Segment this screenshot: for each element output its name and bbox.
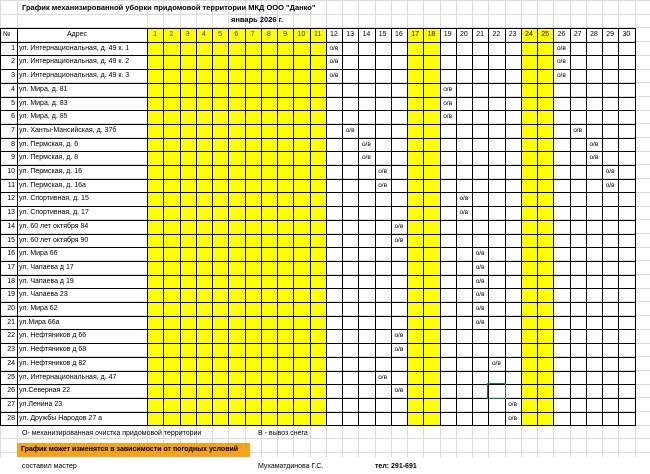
table-border: [586, 28, 587, 426]
table-border: [245, 28, 246, 426]
row-number: 22: [7, 332, 15, 340]
cleaning-mark[interactable]: о/в: [589, 154, 599, 162]
day-header[interactable]: 18: [427, 31, 436, 38]
day-header[interactable]: 26: [557, 31, 566, 38]
day-header[interactable]: 10: [297, 31, 306, 38]
table-border: [0, 234, 635, 235]
table-border: [423, 28, 424, 426]
table-border: [0, 343, 635, 344]
table-border: [521, 28, 522, 426]
table-border: [0, 316, 635, 317]
day-header[interactable]: 6: [234, 31, 239, 38]
row-number: 17: [7, 263, 15, 271]
weekend-column: [245, 28, 261, 425]
weekend-column: [261, 28, 277, 425]
day-header[interactable]: 15: [378, 31, 387, 38]
cleaning-mark[interactable]: о/в: [556, 58, 566, 66]
row-address[interactable]: ул. Дружбы Народов 27 а: [19, 414, 103, 422]
row-number: 2: [11, 58, 15, 66]
row-number: 23: [7, 346, 15, 354]
row-address[interactable]: ул. Чапаева 23: [19, 291, 68, 299]
table-border: [472, 28, 473, 426]
day-header[interactable]: 30: [622, 31, 631, 38]
cleaning-mark[interactable]: о/в: [589, 140, 599, 148]
day-header[interactable]: 28: [589, 31, 598, 38]
row-address[interactable]: ул. Пермская, д. 16а: [19, 181, 86, 189]
row-address[interactable]: ул. Мира, д. 85: [19, 113, 68, 121]
table-border: [570, 28, 571, 426]
table-border: [537, 28, 538, 426]
row-number: 27: [7, 400, 15, 408]
row-number: 20: [7, 305, 15, 312]
weekend-column: [310, 28, 326, 425]
row-number: 26: [7, 387, 15, 395]
cleaning-mark[interactable]: о/в: [443, 113, 453, 121]
row-address[interactable]: ул.Мира 66а: [19, 318, 60, 326]
cleaning-mark[interactable]: о/в: [394, 236, 404, 244]
cleaning-mark[interactable]: о/в: [378, 373, 388, 381]
cleaning-mark[interactable]: о/в: [394, 346, 404, 354]
day-header[interactable]: 16: [394, 31, 403, 38]
cleaning-mark[interactable]: о/в: [345, 126, 355, 134]
row-address[interactable]: ул. 60 лет октября 84: [19, 222, 89, 230]
cleaning-mark[interactable]: о/в: [329, 58, 339, 66]
legend-right: В - вывоз снега: [258, 430, 308, 438]
cleaning-mark[interactable]: о/в: [491, 359, 501, 367]
table-border: [618, 28, 619, 426]
row-address[interactable]: ул. Чапаева д 17: [19, 263, 74, 271]
day-header[interactable]: 24: [524, 31, 533, 38]
row-address[interactable]: ул. Нефтяников д 82: [19, 359, 87, 367]
weekend-column: [423, 28, 439, 425]
cleaning-mark[interactable]: о/в: [475, 250, 485, 258]
day-header[interactable]: 13: [346, 31, 355, 38]
row-number: 7: [11, 126, 15, 134]
row-number: 16: [7, 250, 15, 258]
row-address[interactable]: ул. Интернациональная, д. 49 к. 1: [19, 44, 130, 52]
cleaning-mark[interactable]: о/в: [508, 414, 518, 422]
table-border: [0, 192, 635, 193]
cleaning-mark[interactable]: о/в: [378, 181, 388, 189]
day-header[interactable]: 22: [492, 31, 501, 38]
row-address[interactable]: ул. Чапаева д 19: [19, 277, 74, 285]
footer-phone: тел: 291-691: [375, 462, 417, 470]
table-border: [261, 28, 262, 426]
month-title: январь 2026 г.: [231, 15, 284, 24]
row-address[interactable]: ул. 60 лет октября 90: [19, 236, 89, 244]
day-header[interactable]: 2: [169, 31, 174, 38]
cleaning-mark[interactable]: о/в: [361, 154, 371, 162]
table-border: [0, 220, 635, 221]
table-border: [180, 28, 181, 426]
cleaning-mark[interactable]: о/в: [378, 168, 388, 175]
cleaning-mark[interactable]: о/в: [475, 277, 485, 285]
legend-left: О- механизированная очистка придомовой территории: [22, 430, 202, 438]
row-address[interactable]: ул. Пермская, д. 6: [19, 140, 79, 148]
cleaning-mark[interactable]: о/в: [605, 181, 615, 189]
weekend-column: [228, 28, 244, 425]
row-address[interactable]: ул. Интернациональная, д. 49 к. 3: [19, 72, 130, 80]
table-border: [163, 28, 164, 426]
table-border: [212, 28, 213, 426]
cleaning-mark[interactable]: о/в: [329, 72, 339, 80]
weekend-column: [277, 28, 293, 425]
day-header[interactable]: 29: [606, 31, 615, 38]
weekend-column: [293, 28, 309, 425]
day-header[interactable]: 9: [283, 31, 288, 38]
cleaning-mark[interactable]: о/в: [573, 126, 583, 134]
day-header[interactable]: 17: [411, 31, 420, 38]
weekend-column: [196, 28, 212, 425]
table-border: [635, 28, 636, 426]
row-number: 25: [7, 373, 15, 381]
row-address[interactable]: ул. Мира 62: [19, 305, 58, 312]
cleaning-mark[interactable]: о/в: [556, 72, 566, 80]
table-border: [0, 302, 635, 303]
row-number: 24: [7, 359, 15, 367]
day-header[interactable]: 5: [218, 31, 223, 38]
row-address[interactable]: ул.Ленина 23: [19, 400, 63, 408]
row-number: 15: [7, 236, 15, 244]
cleaning-mark[interactable]: о/в: [361, 140, 371, 148]
table-border: [456, 28, 457, 426]
table-border: [602, 28, 603, 426]
cleaning-mark[interactable]: о/в: [475, 305, 485, 312]
cleaning-mark[interactable]: о/в: [475, 263, 485, 271]
row-number: 18: [7, 277, 15, 285]
row-number: 19: [7, 291, 15, 299]
page-title: График механизированной уборки придомовой территории МКД ООО "Данко": [22, 3, 316, 12]
table-border: [196, 28, 197, 426]
row-number: 13: [7, 209, 15, 217]
row-number: 12: [7, 195, 15, 203]
note-text: График может изменятся в зависимости от погодных условий: [21, 446, 239, 453]
table-border: [0, 179, 635, 180]
cleaning-mark[interactable]: о/в: [459, 195, 469, 203]
row-number: 1: [11, 44, 15, 52]
table-border: [17, 28, 18, 426]
row-address[interactable]: ул. Мира, д. 81: [19, 85, 68, 93]
weekend-column: [147, 28, 163, 425]
row-number: 10: [7, 168, 15, 175]
table-border: [375, 28, 376, 426]
table-border: [0, 110, 635, 111]
table-border: [358, 28, 359, 426]
weekend-column: [407, 28, 423, 425]
table-border: [0, 329, 635, 330]
table-border: [0, 357, 635, 358]
day-header[interactable]: 7: [250, 31, 255, 38]
row-address[interactable]: ул. Мира 66: [19, 250, 58, 258]
table-border: [0, 206, 635, 207]
cleaning-mark[interactable]: о/в: [475, 291, 485, 299]
header-number: №: [3, 31, 11, 38]
cleaning-mark[interactable]: о/в: [394, 332, 404, 340]
day-header[interactable]: 21: [476, 31, 485, 38]
table-border: [342, 28, 343, 426]
table-border: [407, 28, 408, 426]
weekend-column: [180, 28, 196, 425]
day-header[interactable]: 19: [443, 31, 452, 38]
table-border: [0, 275, 635, 276]
day-header[interactable]: 11: [313, 31, 322, 38]
row-address[interactable]: ул. Мира, д. 83: [19, 99, 68, 107]
table-border: [0, 97, 635, 98]
row-number: 4: [11, 85, 15, 93]
table-border: [505, 28, 506, 426]
weekend-column: [537, 28, 553, 425]
table-border: [0, 398, 635, 399]
row-address[interactable]: ул. Нефтяников д 66: [19, 332, 87, 340]
table-border: [228, 28, 229, 426]
day-header[interactable]: 4: [201, 31, 206, 38]
cleaning-mark[interactable]: о/в: [394, 222, 404, 230]
cleaning-mark[interactable]: о/в: [443, 99, 453, 107]
table-border: [0, 151, 635, 152]
day-header[interactable]: 25: [541, 31, 550, 38]
row-number: 6: [11, 113, 15, 121]
day-header[interactable]: 27: [573, 31, 582, 38]
row-number: 3: [11, 72, 15, 80]
day-header[interactable]: 20: [459, 31, 468, 38]
table-border: [0, 247, 635, 248]
cleaning-mark[interactable]: о/в: [605, 168, 615, 175]
row-number: 28: [7, 414, 15, 422]
table-border: [293, 28, 294, 426]
row-number: 8: [11, 140, 15, 148]
cleaning-mark[interactable]: о/в: [556, 44, 566, 52]
cleaning-mark[interactable]: о/в: [394, 387, 404, 395]
weekend-column: [521, 28, 537, 425]
table-border: [0, 165, 635, 166]
table-border: [0, 288, 635, 289]
cleaning-mark[interactable]: о/в: [459, 209, 469, 217]
day-header[interactable]: 8: [266, 31, 271, 38]
row-address[interactable]: ул. Спортивная, д. 17: [19, 209, 89, 217]
footer-name: Мухаматдинова Г.С.: [258, 462, 324, 470]
row-number: 9: [11, 154, 15, 162]
table-border: [147, 28, 148, 426]
weekend-column: [163, 28, 179, 425]
day-header[interactable]: 14: [362, 31, 371, 38]
header-address: Адрес: [67, 31, 88, 38]
row-number: 14: [7, 222, 15, 230]
row-number: 21: [7, 318, 15, 326]
row-address[interactable]: ул. Пермская, д. 8: [19, 154, 79, 162]
row-address[interactable]: ул. Нефтяников д 68: [19, 346, 87, 354]
row-address[interactable]: ул. Интернациональная, д. 49 к. 2: [19, 58, 130, 66]
day-header[interactable]: 12: [329, 31, 338, 38]
table-border: [310, 28, 311, 426]
row-address[interactable]: ул. Пермская, д. 16: [19, 168, 82, 175]
row-number: 5: [11, 99, 15, 107]
cleaning-mark[interactable]: о/в: [508, 400, 518, 408]
table-border: [0, 261, 635, 262]
row-number: 11: [7, 181, 15, 189]
row-address[interactable]: ул. Ханты-Мансийская, д. 37б: [19, 126, 117, 134]
footer-role: составил мастер: [22, 462, 77, 470]
day-header[interactable]: 1: [153, 31, 158, 38]
cleaning-mark[interactable]: о/в: [475, 318, 485, 326]
row-address[interactable]: ул.Северная 22: [19, 387, 71, 395]
selected-cell[interactable]: [487, 383, 505, 399]
day-header[interactable]: 23: [508, 31, 517, 38]
row-address[interactable]: ул. Спортивная, д. 15: [19, 195, 89, 203]
table-border: [553, 28, 554, 426]
table-border: [326, 28, 327, 426]
cleaning-mark[interactable]: о/в: [443, 85, 453, 93]
day-header[interactable]: 3: [185, 31, 190, 38]
weekend-column: [212, 28, 228, 425]
table-border: [277, 28, 278, 426]
cleaning-mark[interactable]: о/в: [329, 44, 339, 52]
row-address[interactable]: ул. Интернациональная, д. 47: [19, 373, 117, 381]
